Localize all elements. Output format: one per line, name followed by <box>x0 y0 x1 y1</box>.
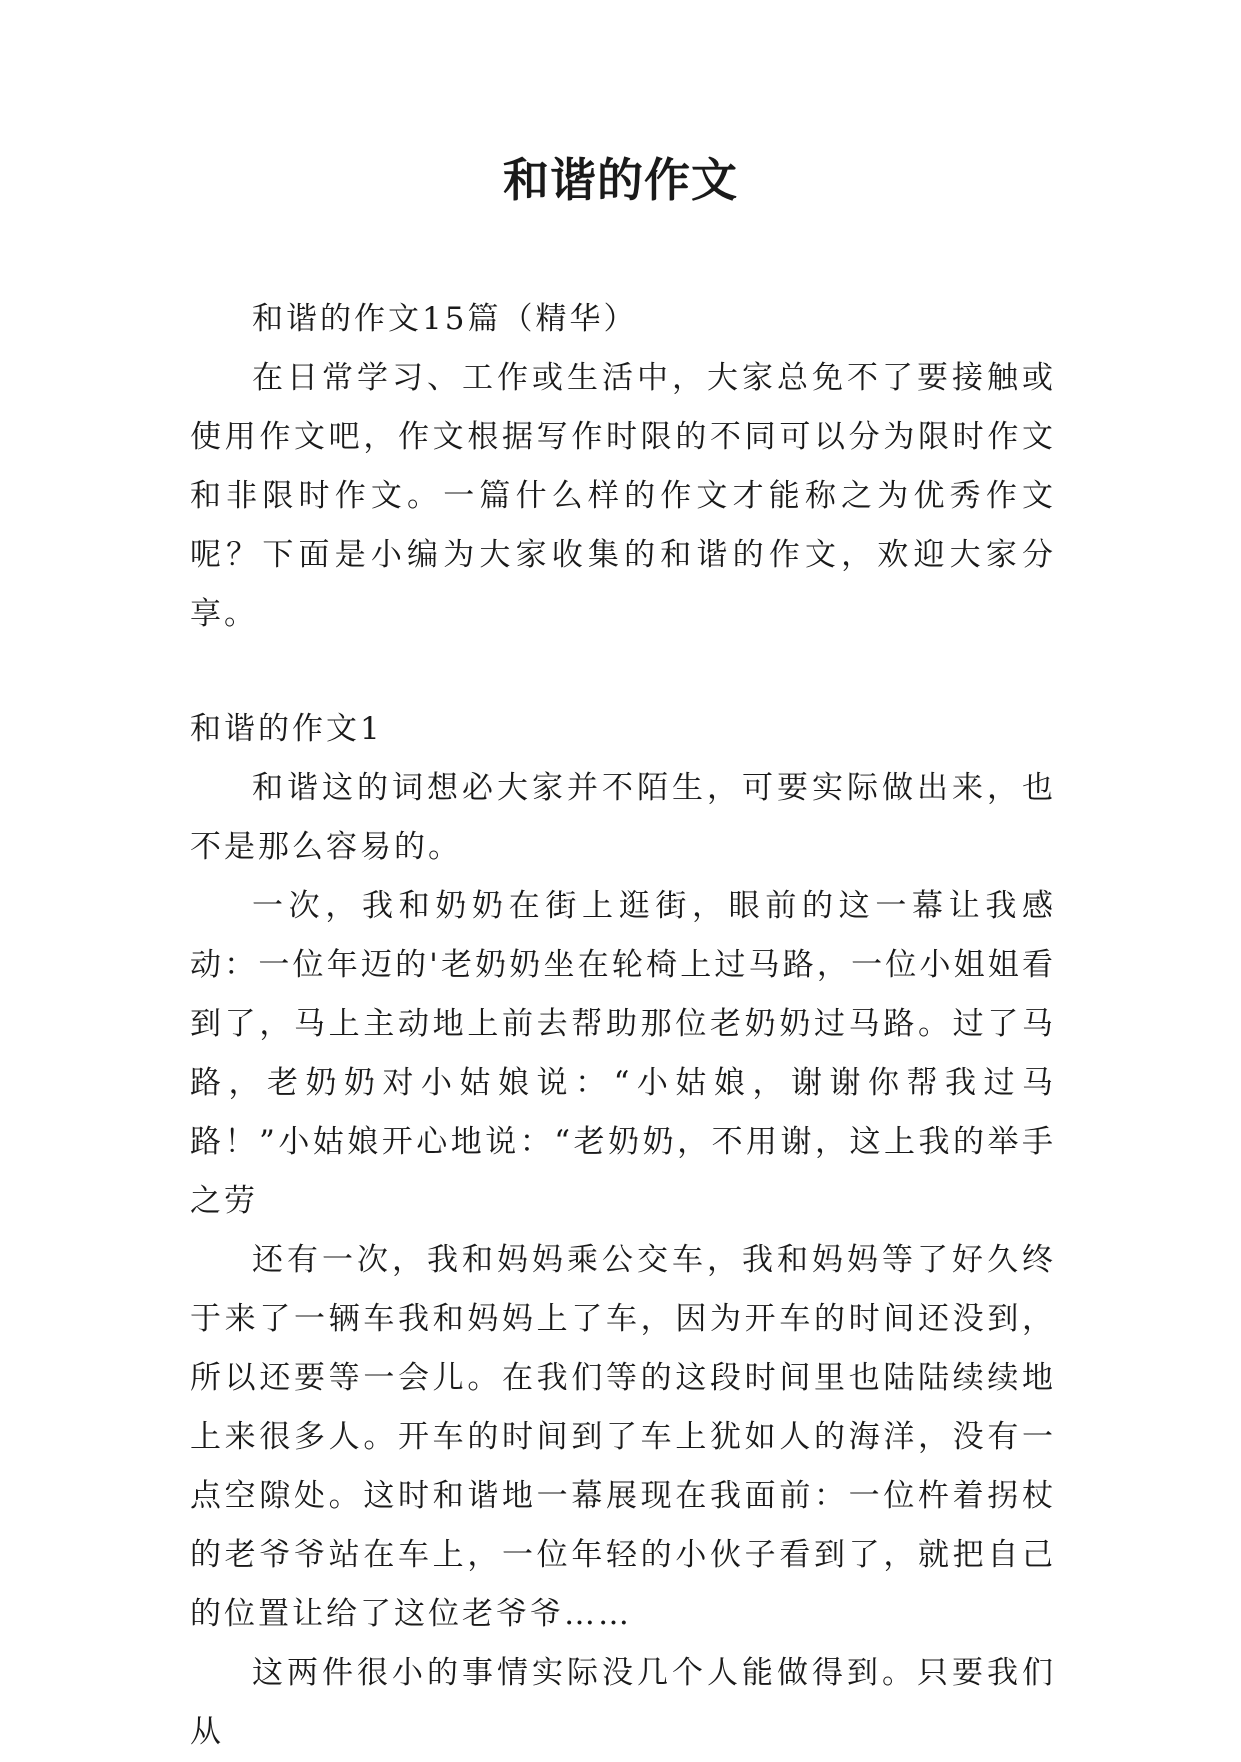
paragraph-2: 一次，我和奶奶在街上逛街，眼前的这一幕让我感动：一位年迈的'老奶奶坐在轮椅上过马路，一位小姐姐看到了，马上主动地上前去帮助那位老奶奶过马路。过了马路，老奶奶对小姑娘说：“小姑娘，谢谢你帮我过马路！”小姑娘开心地说：“老奶奶，不用谢，这上我的举手之劳 <box>190 888 1056 1219</box>
paragraph-1: 和谐这的词想必大家并不陌生，可要实际做出来，也不是那么容易的。 <box>190 770 1056 865</box>
section-heading: 和谐的作文1 <box>190 711 383 747</box>
intro-paragraph: 在日常学习、工作或生活中，大家总免不了要接触或使用作文吧，作文根据写作时限的不同可以分为限时作文和非限时作文。一篇什么样的作文才能称之为优秀作文呢？下面是小编为大家收集的和谐的作文，欢迎大家分享。 <box>190 360 1056 632</box>
document-title: 和谐的作文 <box>503 153 738 207</box>
document-subtitle: 和谐的作文15篇（精华） <box>252 301 638 337</box>
paragraph-4: 这两件很小的事情实际没几个人能做得到。只要我们从 <box>190 1655 1056 1750</box>
paragraph-3: 还有一次，我和妈妈乘公交车，我和妈妈等了好久终于来了一辆车我和妈妈上了车，因为开车的时间还没到，所以还要等一会儿。在我们等的这段时间里也陆陆续续地上来很多人。开车的时间到了车上犹如人的海洋，没有一点空隙处。这时和谐地一幕展现在我面前：一位杵着拐杖的老爷爷站在车上，一位年轻的小伙子看到了，就把自己的位置让给了这位老爷爷…… <box>190 1242 1056 1632</box>
document-body <box>190 290 1056 1762</box>
